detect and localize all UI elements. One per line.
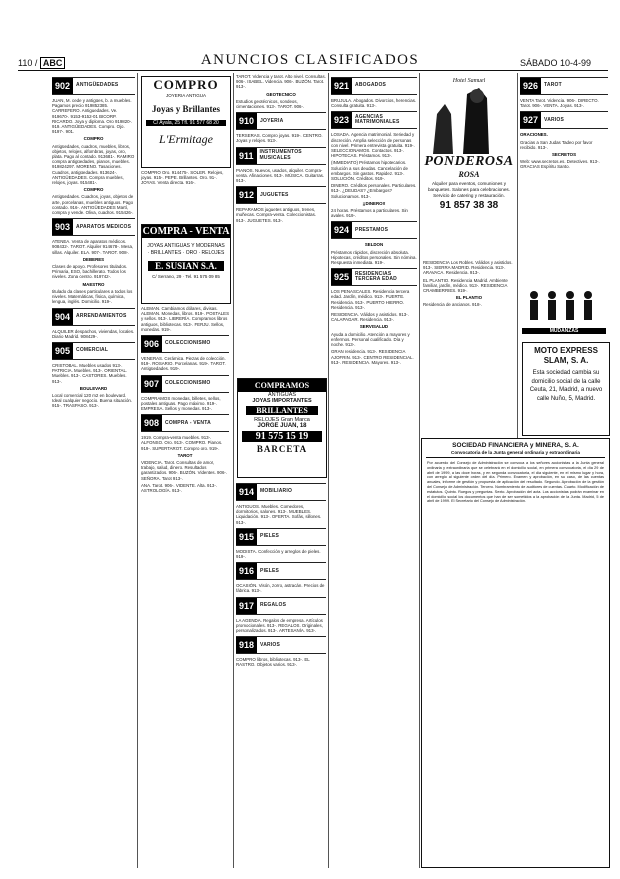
susian-ad (141, 224, 231, 304)
section-label: JUGUETES (260, 191, 289, 198)
column-1 (52, 74, 135, 864)
ad-title: COMPRAMOS (238, 379, 326, 392)
notice-text: Esta sociedad cambia su domicilio social de la calle Ceuta, 21, Madrid, a nuevo calle Nuño, 5, Madrid. (529, 370, 603, 402)
mudanzas-graphic (522, 285, 606, 335)
classified-text: Local comercial 120 m2 en boulevard. Ideal cualquier negocio. Buena situación. 915-. TRASPASO. 913-. (52, 392, 133, 409)
ad-heading: ¡¡DINERO!! (362, 200, 386, 206)
section-number: 924 (331, 222, 352, 238)
section-number: 927 (520, 112, 541, 128)
column-divider (233, 73, 234, 868)
classified-text: MODISTA. Confección y arreglos de pieles. 919-. (236, 548, 321, 560)
ad-title: COMPRO (153, 77, 219, 92)
section-label: PRESTAMOS (355, 226, 389, 233)
section-number: 926 (520, 78, 541, 94)
ermitage-ad (141, 76, 231, 168)
notice-subtitle: Convocatoria de la Junta general ordinaria y extraordinaria (426, 450, 605, 458)
classified-text: Web: www.secretos.es. Detectives. 913-. GRACIAS Espíritu Santo. (520, 159, 600, 170)
section-label: ARRENDAMIENTOS (76, 312, 127, 319)
classified-text: ANA. Tarot. 906-. VIDENTE. Alta. 913-. ASTROLOGÍA. 913-. (141, 482, 218, 494)
section-number: 910 (236, 113, 257, 129)
section-926-header (520, 77, 608, 95)
ad-heading: SERVISALUD (359, 324, 389, 330)
ad-address: C/ Ayala, 25 Tfl. 91 577 68 20 (146, 120, 226, 126)
section-904-header (52, 308, 135, 326)
ad-brand: L'Ermitage (159, 132, 213, 146)
classified-text: ANTIGUOS. Muebles. Comedores, dormitorios, salones. 913-. MUEBLES. Liquidación. 913-. OFERTA. Sofás, sillones. 913-. (236, 504, 322, 525)
section-label: COLECCIONISMO (165, 340, 211, 347)
classified-text: TAROT. Videncia y tarot. Alto nivel. Consultas. 906-. ISABEL. Videncia. 906-. BUZÓN. Tarot. 913-. (236, 74, 326, 90)
section-903-header (52, 218, 135, 236)
section-number: 921 (331, 78, 352, 94)
classified-text: RESIDENCIA. Válidos y asistidos. 913-. CALAPAGAR. Residencia. 913-. (331, 312, 409, 323)
ad-heading: TAROT (177, 452, 193, 458)
financiera-notice (421, 438, 610, 868)
column-divider (517, 73, 518, 438)
section-910-header (236, 112, 326, 130)
classified-text: COMPRO Oro. 914475-. SOLER. Relojes, joyas. 915-. PEPE. Brillantes. Oro. 91-. JOYAS. Venta directa. 916-. (141, 170, 224, 186)
section-number: 912 (236, 187, 257, 203)
page-number-group: 110 / ABC (18, 58, 65, 68)
ad-heading: EL PLANTIO (455, 295, 483, 301)
section-label: INSTRUMENTOS MUSICALES (259, 149, 302, 161)
ad-subtitle: JOYAS ANTIGUAS Y MODERNAS · BRILLANTES · ORO · RELOJES (147, 243, 225, 256)
ad-brand: E. SUSIAN S.A. (148, 261, 224, 271)
section-902-header (52, 77, 135, 95)
section-907-header (141, 375, 229, 393)
section-number: 902 (52, 78, 73, 94)
section-label: AGENCIAS MATRIMONIALES (355, 114, 400, 126)
ad-heading: COMPRO (83, 136, 104, 142)
classified-text: LOSADA. Agencia matrimonial. Seriedad y discreción. Amplia selección de personas con nivel. Primera entrevista gratuita. 919-. SELECCIONAMOS. Contactos. 913-. HIPOTECAS. Préstamos. 913-. (331, 132, 415, 159)
ad-subtitle: JOYERIA ANTIGUA (165, 93, 206, 98)
section-number: 914 (236, 484, 257, 500)
ad-label: MUDANZAS (522, 328, 606, 334)
notice-title: SOCIEDAD FINANCIERA y MINERA, S. A. (452, 442, 579, 449)
classified-text: 1919. Compra-venta muebles. 913-. ALFONSO. Oro. 913-. COMPRO. Pianos. 919-. SUPERTAROT. Compro oro. 919-. (141, 435, 223, 451)
classified-text: CRISTOBAL. Muebles usados 913-. PATRICIA. Muebles. 913-. ORIENTAL. Muebles. 913-. CASTORES. Muebles. 913-. (52, 362, 128, 384)
ad-photo (423, 84, 515, 154)
section-915-header (236, 528, 326, 546)
section-label: ANTIGÜEDADES (76, 82, 119, 89)
section-number: 917 (236, 598, 257, 614)
classified-text: COMPRAMOS monedas, billetes, sellos, postales antiguas. Pago máximo. 919-. EMPRESA. Sellos y monedas. 913-. (141, 395, 221, 412)
ad-header: Hotel Samuel (452, 78, 486, 84)
ad-heading: ORACIONES. (520, 132, 548, 138)
section-label: TAROT (544, 82, 562, 89)
classified-text: Residencia de ancianos. 918-. (423, 302, 483, 308)
classified-text: LA AGENDA. Regalos de empresa. Artículos promocionales. 913-. REGALOS. Originales, personalizados. 913-. ARTESANÍA. 913-. (236, 617, 323, 634)
column-5 (423, 260, 515, 420)
section-label: COLECCIONISMO (165, 380, 211, 387)
photo-figure (470, 89, 484, 103)
ad-text: Alquiler para eventos, comuniones y banquetes. Salones para celebraciones. Servicio de catering y restauración. (428, 181, 510, 198)
section-927-header (520, 111, 608, 129)
section-label: PIELES (260, 567, 280, 574)
column-divider (328, 73, 329, 868)
section-label: REGALOS (260, 602, 287, 609)
section-label: APARATOS MEDICOS (76, 223, 132, 230)
classified-text: ALEMAN. Cambiamos dólares, divisas. ALEMAN. Monedas, libros. 919-. POSTALES y sellos. 913-. LIBRERÍA. Compramos libros antiguos, bibliotecas. 913-. FERJU. Sellos, monedas. 919-. (141, 306, 229, 332)
classified-text: BRUJULA. Abogados. Divorcios, herencias. Consulta gratuita. 913-. (331, 98, 417, 109)
section-number: 907 (141, 376, 162, 392)
classified-text: ATENEA. Venta de aparatos médicos. 908432-. TAROT. Alquiler 914678-. Mesa, sillas. Alquiler. ELA. 907-. TAROT. 908-. (52, 239, 134, 255)
ad-line: JOYAS IMPORTANTES (252, 398, 312, 404)
ad-line: ANTIGUAS (267, 392, 297, 398)
classified-text: DINERO. Créditos personales. Particulares. 913-. ¿DEUDAS? ¿Embargos? Solucionamos. 913-. (331, 183, 417, 199)
section-label: RESIDENCIAS TERCERA EDAD (355, 271, 397, 283)
section-number: 923 (331, 112, 352, 128)
column-divider (419, 73, 420, 868)
classified-text: 24 horas. Préstamos a particulares. Sin avales. 919-. (331, 208, 408, 219)
classified-text: Gracias a San Judas Tadeo por favor recibido. 913-. (520, 139, 593, 150)
column-3-top (236, 74, 326, 374)
ad-title: COMPRA - VENTA (142, 226, 230, 237)
section-924-header (331, 221, 417, 239)
ad-line: JORGE JUAN, 18 (257, 423, 307, 429)
section-917-header (236, 597, 326, 615)
moto-express-notice (522, 342, 610, 436)
section-number: 904 (52, 309, 73, 325)
barceta-ad (237, 378, 327, 478)
ad-heading: MAESTRO (82, 281, 105, 287)
people-silhouettes-icon (522, 285, 606, 323)
ad-heading: COMPRO (83, 187, 104, 193)
column-2 (141, 306, 229, 866)
section-label: MOBILIARIO (260, 488, 293, 495)
classified-text: EL PLANTIO. Residencia Madrid. Ambiente familiar, jardín, médico. 913-. RESIDENCIA CRAMBERRIES. 919-. (423, 277, 508, 294)
ad-heading: BOULEVARD (79, 385, 108, 391)
ad-heading: SECRETOS (551, 152, 577, 158)
classified-text: ALQUILER despachos, viviendas, locales. Diario Madrid. 908429-. (52, 328, 135, 339)
column-6 (520, 74, 608, 274)
section-number: 918 (236, 637, 257, 653)
section-number: 908 (141, 415, 162, 431)
section-905-header (52, 342, 135, 360)
ad-phone: 91 575 15 19 (242, 431, 322, 442)
section-number: 915 (236, 529, 257, 545)
column-3 (236, 480, 326, 866)
section-label: COMERCIAL (76, 347, 109, 354)
section-label: VARIOS (544, 116, 565, 123)
classified-text: Ayuda a domicilio. Atención a mayores y enfermos. Personal cualificado. Día y noche. 913-. (331, 331, 410, 348)
classified-text: VENTA Tarot. Videncia. 906-. DIRECTO. Tarot. 906-. VENTA. Joyas. 913-. (520, 98, 599, 109)
section-925-header (331, 268, 417, 286)
ponderosa-ad (423, 78, 515, 256)
classified-text: titulado da clases particulares a todos los niveles. Matemáticas, física, química, lengua, inglés. Domicilio. 919-. (52, 288, 133, 305)
column-2-top (141, 170, 229, 222)
ad-subtitle: ROSA (458, 170, 480, 179)
classified-text: Clases de apoyo. Profesores titulados. Primaria, ESO, bachillerato. Todos los niveles. Zona centro. 919742-. (52, 264, 128, 280)
section-912-header (236, 186, 326, 204)
section-921-header (331, 77, 417, 95)
ad-heading: SELDON (364, 242, 384, 248)
section-number: 906 (141, 336, 162, 352)
ad-address: C/ Serrano, 29 · Tel. 91 575 09 85 (152, 274, 220, 279)
classified-text: JUAN, M. cede y antigües, b. a muebles. Pagamos precio 919852385. CARREFERO. Antiguedades. Ve. 919670-. 9153-9152-01 BICORP. RICARDO. Joya y diploma. Oro 919820-. 919. ANTIGÜEDADES. Compro. Ojo. 9197-. 901. (52, 98, 133, 135)
column-divider (137, 73, 138, 868)
classified-text: TERSERAS. Compro joyas. 919-. CENTRO. Joyas y relojes. 913-. (236, 133, 323, 144)
section-label: ABOGADOS (355, 82, 387, 89)
section-number: 911 (236, 148, 257, 164)
ad-brand: BARCETA (256, 444, 308, 454)
ad-heading: DEBERES (82, 256, 105, 262)
section-label: VARIOS (260, 641, 281, 648)
page-number: 110 (18, 58, 33, 68)
classified-text: VENERAS. Cerámica. Piezas de colección. 919-. ROSARIO. Porcelanas. 919-. TAROT. Antigüedades. 919-. (141, 356, 226, 372)
classified-text: PIANOS. Nuevos, usados, alquiler. Compra-venta. Afinaciones. 913-. MÚSICA. Guitarras. 913-. (236, 167, 325, 184)
section-number: 903 (52, 219, 73, 235)
header-rule (18, 70, 608, 71)
section-908-header (141, 414, 229, 432)
ad-joyas: Joyas y Brillantes (151, 104, 220, 114)
column-4 (331, 74, 417, 866)
section-906-header (141, 335, 229, 353)
section-number: 905 (52, 343, 73, 359)
section-label: PIELES (260, 533, 280, 540)
section-918-header (236, 636, 326, 654)
section-number: 925 (331, 269, 352, 285)
classified-text: GRAN residencia. 913-. RESIDENCIA AJOFRIN. 913-. CENTRO RESIDENCIAL. 913-. RESIDENCIA. Mayores. 913-. (331, 349, 414, 365)
section-911-header (236, 147, 326, 165)
classified-text: RESIDENCIA Los Robles. Válidos y asistidos. 913-. SIERRA MADRID. Residencia. 913-. ARAVACA. Residencia. 913-. (423, 260, 513, 276)
ad-phone: 91 857 38 38 (439, 200, 499, 212)
section-923-header (331, 111, 417, 129)
classified-text: COMPRO libros, bibliotecas. 913-. EL RASTRO. Objetos varios. 913-. (236, 657, 310, 668)
classified-text: (INMEDIATO) Préstamos hipotecarios. Solución a sus deudas. Cancelación de embargos. Sin gastos. Rapidez. 913-. SOLUCIÓN. Créditos. 919-. (331, 160, 408, 182)
classified-text: REPARAMOS juguetes antiguos, trenes, muñecas. Compra-venta. Coleccionistas. 913-. JUGUETES. 913-. (236, 207, 317, 223)
classified-text: LOS PENASCALES. Residencia tercera edad. Jardín, médico. 913-. FUERTE. Residencia. 913-. PUERTO HIERRO. Residencia. 913-. (331, 289, 410, 310)
notice-body: Por acuerdo del Consejo de Administración se convoca a los señores accionistas a la Junta general ordinaria y extraordinaria que se celebrará en el domicilio social, en primera convocatoria, el día 29 de abril de 1999, a las doce horas, y en segunda convocatoria, el día siguiente, en el mismo lugar y hora, con arreglo al siguiente orden del día. Primero. Examen y aprobación, en su caso, de las cuentas anuales, informe de gestión y propuesta de aplicación del resultado. Segundo. Aprobación de la gestión del Consejo de Administración. Tercero. Nombramiento de auditores de cuentas. Cuarto. Modificación de estatutos. Quinto. Ruegos y preguntas. Sexto. Aprobación del acta. Los accionistas podrán examinar en el domicilio social los documentos que han de ser sometidos a la aprobación de la Junta. Madrid, 5 de abril de 1999. El Secretario del Consejo de Administración. (427, 461, 604, 504)
ad-line: RELOJES Gran Marca (254, 417, 310, 423)
classified-text: Préstamos rápidos, discreción absoluta. Hipotecas, créditos personales. Sin nómina. Respuesta inmediata. 919-. (331, 249, 417, 266)
ad-line: BRILLANTES (246, 406, 318, 415)
section-label: JOYERIA (260, 117, 284, 124)
classified-text: OCASIÓN. Visón, zorro, astracán. Precios de fábrica. 913-. (236, 583, 325, 594)
section-label: COMPRA - VENTA (165, 419, 211, 426)
section-title: ANUNCIOS CLASIFICADOS (200, 52, 420, 68)
paper-name: ABC (40, 57, 66, 69)
classified-text: VIDENCIA. Tarot. Consultas de amor, trabajo, salud, dinero. Resultados garantizados. 906-. BUZÓN. Videntes. 906-. SEÑORA. Tarot 913-. (141, 460, 228, 481)
section-916-header (236, 562, 326, 580)
classified-text: Antigüedades, cuadros, muebles, libros, objetos, relojes, alfombras, joyas, oro, plata. Pago al contado. 913681-. RAMIRO compra antigüedades, pianos, muebles. 919824297. MORENO. Tasaciones. Cuadros, antigüedades. 913624-. ANTIGÜEDADES. Compra muebles, relojes, joyas. 915481-. (52, 143, 135, 186)
ad-big-title: PONDEROSA (424, 154, 514, 169)
classified-text: Estudios geotécnicos, sondeos, cimentaciones. 913-. TAROT. 906-. (236, 98, 305, 110)
section-914-header (236, 483, 326, 501)
ad-heading: GEOTECNICO (266, 91, 296, 97)
notice-title: MOTO EXPRESS SLAM, S. A. (534, 346, 598, 365)
issue-date: SÁBADO 10-4-99 (520, 58, 592, 68)
section-number: 916 (236, 563, 257, 579)
classified-text: Antigüedades. Cuadros, joyas, objetos de arte, porcelanas, muebles antiguos. Pago contado. 916-. ANTIGÜEDADES Martí, compra y vende. Oliva, cuadros. 915426-. (52, 194, 134, 216)
